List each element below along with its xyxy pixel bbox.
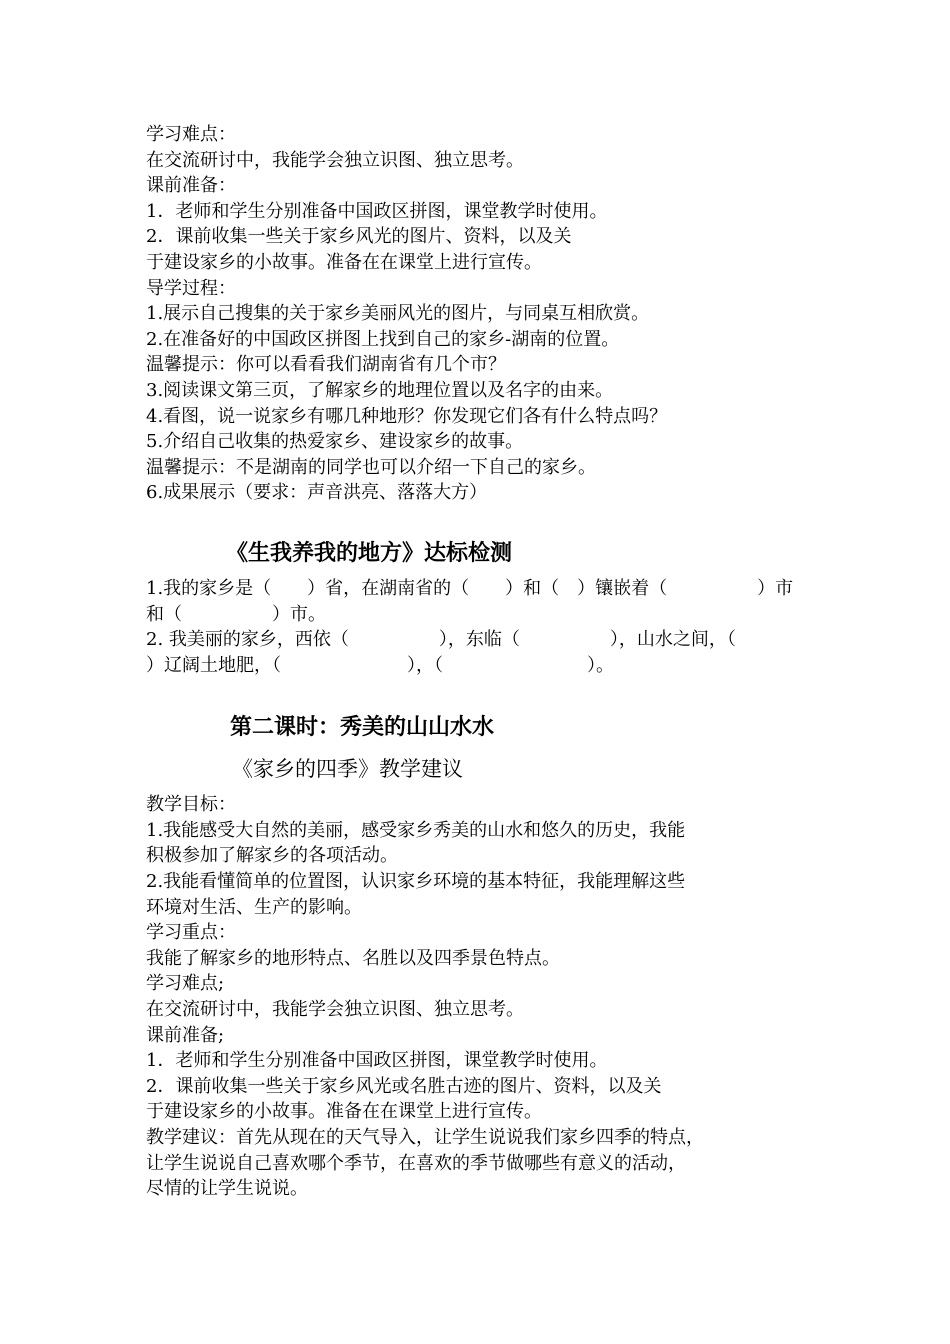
text-line: 在交流研讨中，我能学会独立识图、独立思考。 — [146, 149, 524, 171]
text-line: 1．老师和学生分别准备中国政区拼图，课堂教学时使用。 — [146, 1050, 608, 1072]
section-label-preparation: 课前准备; — [146, 1024, 225, 1046]
test-section — [146, 576, 826, 678]
text-line: 2.在准备好的中国政区拼图上找到自己的家乡-湖南的位置。 — [146, 328, 620, 350]
test-heading: 《生我养我的地方》达标检测 — [226, 539, 513, 566]
text-line: 让学生说说自己喜欢哪个季节，在喜欢的季节做哪些有意义的活动， — [146, 1152, 686, 1174]
text-line: 3.阅读课文第三页，了解家乡的地理位置以及名字的由来。 — [146, 379, 614, 401]
text-line: 1.展示自己搜集的关于家乡美丽风光的图片，与同桌互相欣赏。 — [146, 303, 650, 325]
test-question-line: 和（ ）市。 — [146, 603, 326, 625]
text-line: 在交流研讨中，我能学会独立识图、独立思考。 — [146, 999, 524, 1021]
test-question-line: 2. 我美丽的家乡，西依（ ），东临（ ），山水之间，（ — [146, 629, 736, 651]
text-line: 5.介绍自己收集的热爱家乡、建设家乡的故事。 — [146, 431, 524, 453]
text-line: 我能了解家乡的地形特点、名胜以及四季景色特点。 — [146, 947, 560, 969]
text-line: 环境对生活、生产的影响。 — [146, 896, 362, 918]
text-line: 于建设家乡的小故事。准备在在课堂上进行宣传。 — [146, 1101, 542, 1123]
text-line: 2.我能看懂简单的位置图，认识家乡环境的基本特征，我能理解这些 — [146, 871, 686, 893]
section-label-preparation: 课前准备： — [146, 175, 236, 197]
text-line: 1．老师和学生分别准备中国政区拼图，课堂教学时使用。 — [146, 200, 608, 222]
text-line: 尽情的让学生说说。 — [146, 1178, 308, 1200]
seasons-section — [146, 792, 826, 1202]
text-line: 2．课前收集一些关于家乡风光或名胜古迹的图片、资料，以及关 — [146, 1075, 662, 1097]
text-line: 积极参加了解家乡的各项活动。 — [146, 845, 398, 867]
text-line: 2．课前收集一些关于家乡风光的图片、资料，以及关 — [146, 226, 572, 248]
text-line: 教学建议：首先从现在的天气导入，让学生说说我们家乡四季的特点， — [146, 1127, 704, 1148]
test-question-line: ）辽阔土地肥，（ ），（ ）。 — [146, 654, 614, 676]
section-label-process: 导学过程： — [146, 277, 236, 299]
test-question-line: 1.我的家乡是（ ）省，在湖南省的（ ）和（ ）镶嵌着（ ）市 — [146, 577, 794, 599]
tip-line: 温馨提示：你可以看看我们湖南省有几个市？ — [146, 354, 506, 376]
seasons-heading: 《家乡的四季》教学建议 — [232, 757, 463, 782]
section-label-goals: 教学目标： — [146, 794, 236, 816]
text-line: 于建设家乡的小故事。准备在在课堂上进行宣传。 — [146, 251, 542, 273]
text-line: 4.看图，说一说家乡有哪几种地形？你发现它们各有什么特点吗？ — [146, 405, 668, 427]
section-label-key-points: 学习重点： — [146, 922, 236, 944]
text-line: 1.我能感受大自然的美丽，感受家乡秀美的山水和悠久的历史，我能 — [146, 819, 686, 841]
section-label-difficulty: 学习难点： — [146, 124, 236, 145]
section-label-difficulty: 学习难点; — [146, 973, 225, 995]
lesson2-heading: 第二课时：秀美的山山水水 — [230, 714, 495, 741]
guide-section — [146, 122, 826, 506]
document-page — [146, 122, 826, 1202]
text-line: 6.成果展示（要求：声音洪亮、落落大方） — [146, 482, 488, 504]
tip-line: 温馨提示：不是湖南的同学也可以介绍一下自己的家乡。 — [146, 456, 596, 478]
